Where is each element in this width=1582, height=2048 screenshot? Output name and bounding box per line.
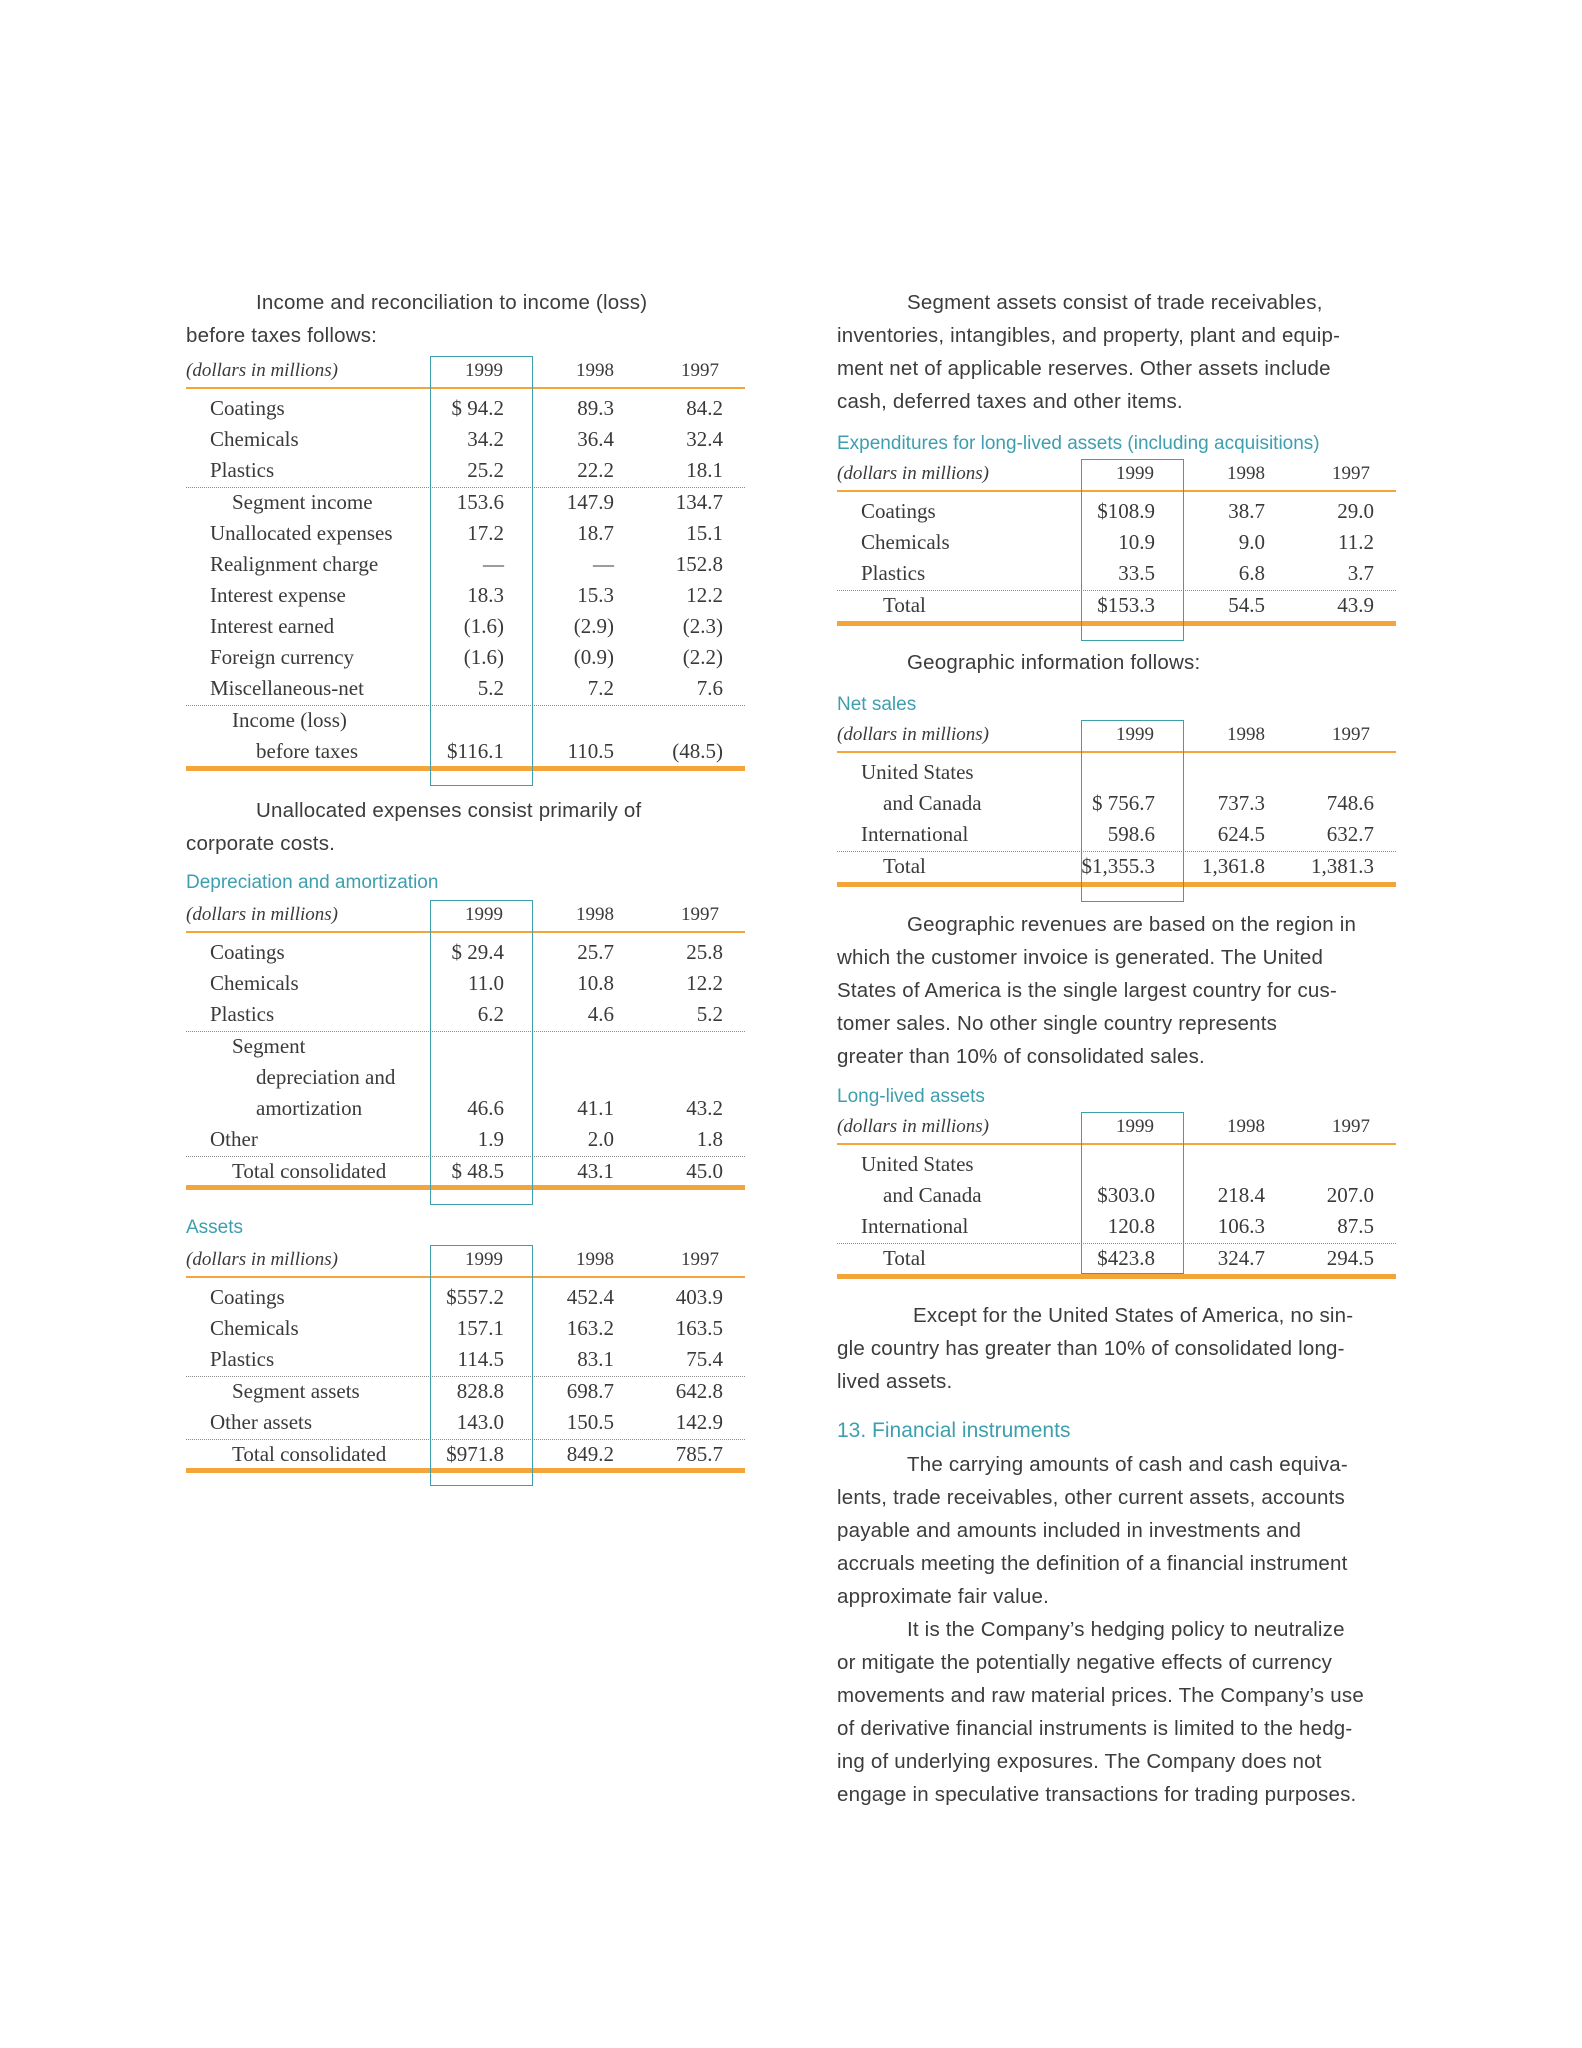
cell-value: 9.0: [1238, 530, 1265, 554]
segment-assets-para: [837, 286, 1396, 418]
cell-value: 324.7: [1217, 1246, 1265, 1270]
highlight-box: [1081, 459, 1184, 641]
year-header: 1997: [1332, 1116, 1370, 1137]
cell-value: $557.2: [446, 1285, 504, 1309]
cell-value: 2.0: [587, 1127, 614, 1151]
highlight-box: [1081, 720, 1184, 902]
text-line: ing of underlying exposures. The Company does not: [837, 1750, 1322, 1773]
cell-value: 163.2: [566, 1316, 614, 1340]
text-line: greater than 10% of consolidated sales.: [837, 1045, 1205, 1068]
assets-table: [186, 1245, 745, 1471]
cell-value: $303.0: [1097, 1183, 1155, 1207]
cell-value: (1.6): [463, 614, 504, 638]
row-label: Plastics: [210, 1002, 275, 1026]
cell-value: $108.9: [1097, 499, 1155, 523]
cell-value: 25.2: [467, 458, 504, 482]
cell-value: 4.6: [587, 1002, 614, 1026]
year-header: 1998: [1227, 463, 1265, 484]
row-label: Realignment charge: [210, 552, 379, 576]
cell-value: 29.0: [1337, 499, 1374, 523]
text-line: approximate fair value.: [837, 1585, 1049, 1608]
highlight-box: [430, 1245, 533, 1486]
cell-value: 25.8: [686, 940, 723, 964]
cell-value: 3.7: [1347, 561, 1374, 585]
cell-value: 153.6: [456, 490, 504, 514]
cell-value: $ 29.4: [451, 940, 504, 964]
text-line: States of America is the single largest country for cus-: [837, 979, 1337, 1002]
year-header: 1999: [465, 1249, 503, 1270]
unit-label: (dollars in millions): [186, 360, 339, 381]
cell-value: 11.2: [1338, 530, 1374, 554]
text-line: It is the Company’s hedging policy to neutralize: [907, 1618, 1345, 1641]
year-header: 1997: [681, 1249, 719, 1270]
row-label: Chemicals: [210, 1316, 299, 1340]
year-header: 1998: [576, 904, 614, 925]
row-label: depreciation and: [256, 1065, 396, 1089]
cell-value: 1,381.3: [1311, 854, 1374, 878]
cell-value: (2.3): [682, 614, 723, 638]
unit-label: (dollars in millions): [186, 904, 339, 925]
row-label: and Canada: [883, 1183, 982, 1207]
cell-value: 785.7: [675, 1442, 723, 1466]
income-table: [186, 356, 745, 768]
cell-value: 34.2: [467, 427, 504, 451]
text-line: inventories, intangibles, and property, plant and equip-: [837, 324, 1341, 347]
row-label: Segment income: [232, 490, 373, 514]
row-label: Total: [883, 1246, 926, 1270]
year-header: 1998: [576, 360, 614, 381]
cell-value: 15.3: [577, 583, 614, 607]
row-label: Chemicals: [210, 971, 299, 995]
depreciation-table: [186, 900, 745, 1188]
cell-value: $971.8: [446, 1442, 504, 1466]
row-label: International: [861, 1214, 969, 1238]
row-label: Other assets: [210, 1410, 313, 1434]
text-line: Segment assets consist of trade receivables,: [907, 291, 1323, 314]
cell-value: 43.1: [577, 1159, 614, 1183]
long-lived-assets-table: [837, 1112, 1396, 1275]
row-label: Unallocated expenses: [210, 521, 393, 545]
year-header: 1999: [1116, 1116, 1154, 1137]
section-title: 13. Financial instruments: [837, 1419, 1071, 1442]
cell-value: 150.5: [566, 1410, 614, 1434]
year-header: 1997: [681, 360, 719, 381]
cell-value: 12.2: [686, 971, 723, 995]
cell-value: 632.7: [1326, 822, 1374, 846]
row-label: United States: [861, 760, 974, 784]
cell-value: 5.2: [696, 1002, 723, 1026]
cell-value: 624.5: [1217, 822, 1265, 846]
cell-value: 46.6: [467, 1096, 504, 1120]
year-header: 1997: [681, 904, 719, 925]
text-line: Geographic information follows:: [907, 651, 1201, 674]
cell-value: 11.0: [468, 971, 504, 995]
except-para: [837, 1299, 1396, 1398]
cell-value: 114.5: [457, 1347, 504, 1371]
text-line: The carrying amounts of cash and cash equiva-: [907, 1453, 1348, 1476]
year-header: 1998: [1227, 1116, 1265, 1137]
text-line: Income and reconciliation to income (loss): [256, 291, 648, 314]
cell-value: 106.3: [1217, 1214, 1265, 1238]
cell-value: (2.9): [573, 614, 614, 638]
row-label: Miscellaneous-net: [210, 676, 364, 700]
text-line: ment net of applicable reserves. Other assets include: [837, 357, 1331, 380]
row-label: Total consolidated: [232, 1159, 387, 1183]
text-line: engage in speculative transactions for trading purposes.: [837, 1783, 1357, 1806]
text-line: tomer sales. No other single country represents: [837, 1012, 1278, 1035]
cell-value: 849.2: [566, 1442, 614, 1466]
row-label: before taxes: [256, 739, 359, 763]
row-label: Interest expense: [210, 583, 346, 607]
highlight-box: [1081, 1112, 1184, 1274]
text-line: before taxes follows:: [186, 324, 378, 347]
unit-label: (dollars in millions): [837, 724, 990, 745]
expenditures-table: [837, 459, 1396, 622]
cell-value: 32.4: [686, 427, 723, 451]
cell-value: 15.1: [686, 521, 723, 545]
cell-value: 89.3: [577, 396, 614, 420]
section-title: Net sales: [837, 694, 917, 715]
row-label: Coatings: [210, 940, 285, 964]
cell-value: 10.9: [1118, 530, 1155, 554]
unit-label: (dollars in millions): [837, 463, 990, 484]
cell-value: 5.2: [477, 676, 504, 700]
cell-value: 38.7: [1228, 499, 1265, 523]
cell-value: 45.0: [686, 1159, 723, 1183]
income-intro: [186, 286, 745, 352]
section-title: Long-lived assets: [837, 1086, 985, 1107]
cell-value: 18.7: [577, 521, 614, 545]
cell-value: 828.8: [456, 1379, 504, 1403]
cell-value: 147.9: [566, 490, 614, 514]
row-label: Total: [883, 854, 926, 878]
cell-value: 134.7: [675, 490, 723, 514]
text-line: payable and amounts included in investments and: [837, 1519, 1302, 1542]
text-line: which the customer invoice is generated. The United: [837, 946, 1324, 969]
cell-value: $ 756.7: [1092, 791, 1155, 815]
section-title: Assets: [186, 1217, 244, 1238]
hedging-policy-para: [837, 1613, 1396, 1811]
cell-value: 25.7: [577, 940, 614, 964]
text-line: Unallocated expenses consist primarily of: [256, 799, 642, 822]
cell-value: 43.9: [1337, 593, 1374, 617]
cell-value: 157.1: [456, 1316, 504, 1340]
text-line: lents, trade receivables, other current assets, accounts: [837, 1486, 1346, 1509]
row-label: Plastics: [210, 458, 275, 482]
financial-instruments-para: [837, 1448, 1396, 1613]
row-label: Chemicals: [210, 427, 299, 451]
cell-value: 12.2: [686, 583, 723, 607]
cell-value: 83.1: [577, 1347, 614, 1371]
cell-value: 152.8: [675, 552, 723, 576]
cell-value: $ 48.5: [451, 1159, 504, 1183]
row-label: Plastics: [210, 1347, 275, 1371]
cell-value: (2.2): [682, 645, 723, 669]
cell-value: 207.0: [1326, 1183, 1374, 1207]
cell-value: 18.1: [686, 458, 723, 482]
cell-value: 143.0: [456, 1410, 504, 1434]
cell-value: 75.4: [686, 1347, 723, 1371]
cell-value: 748.6: [1326, 791, 1374, 815]
cell-value: 43.2: [686, 1096, 723, 1120]
text-line: lived assets.: [837, 1370, 953, 1393]
text-line: of derivative financial instruments is limited to the hedg-: [837, 1717, 1353, 1740]
cell-value: 403.9: [675, 1285, 723, 1309]
text-line: gle country has greater than 10% of consolidated long-: [837, 1337, 1345, 1360]
row-label: Chemicals: [861, 530, 950, 554]
cell-value: 7.2: [587, 676, 614, 700]
row-label: Plastics: [861, 561, 926, 585]
cell-value: 17.2: [467, 521, 504, 545]
cell-value: $153.3: [1097, 593, 1155, 617]
row-label: Interest earned: [210, 614, 335, 638]
row-label: Coatings: [210, 1285, 285, 1309]
cell-value: 110.5: [567, 739, 614, 763]
cell-value: 87.5: [1337, 1214, 1374, 1238]
cell-value: 18.3: [467, 583, 504, 607]
cell-value: 6.2: [477, 1002, 504, 1026]
cell-value: (48.5): [672, 739, 723, 763]
highlight-box: [430, 356, 533, 786]
cell-value: 698.7: [566, 1379, 614, 1403]
year-header: 1997: [1332, 463, 1370, 484]
row-label: and Canada: [883, 791, 982, 815]
section-title: Depreciation and amortization: [186, 872, 439, 893]
text-line: Geographic revenues are based on the region in: [907, 913, 1357, 936]
row-label: Segment assets: [232, 1379, 360, 1403]
cell-value: (0.9): [573, 645, 614, 669]
cell-value: $1,355.3: [1081, 854, 1155, 878]
cell-value: $423.8: [1097, 1246, 1155, 1270]
text-line: or mitigate the potentially negative effects of currency: [837, 1651, 1333, 1674]
cell-value: 218.4: [1217, 1183, 1265, 1207]
text-line: accruals meeting the definition of a financial instrument: [837, 1552, 1348, 1575]
row-label: Coatings: [861, 499, 936, 523]
cell-value: 7.6: [696, 676, 723, 700]
table-rule: [837, 1274, 1396, 1279]
year-header: 1999: [1116, 463, 1154, 484]
cell-value: 1.8: [696, 1127, 723, 1151]
cell-value: 142.9: [675, 1410, 723, 1434]
cell-value: 294.5: [1326, 1246, 1374, 1270]
unallocated-note: [186, 794, 745, 860]
cell-value: $116.1: [447, 739, 504, 763]
cell-value: 598.6: [1107, 822, 1155, 846]
geo-intro: [837, 646, 1396, 679]
cell-value: $ 94.2: [451, 396, 504, 420]
row-label: United States: [861, 1152, 974, 1176]
cell-value: —: [593, 552, 614, 576]
cell-value: 452.4: [566, 1285, 614, 1309]
year-header: 1997: [1332, 724, 1370, 745]
unit-label: (dollars in millions): [837, 1116, 990, 1137]
geo-revenue-para: [837, 908, 1396, 1073]
year-header: 1998: [576, 1249, 614, 1270]
cell-value: 84.2: [686, 396, 723, 420]
cell-value: 36.4: [577, 427, 614, 451]
year-header: 1998: [1227, 724, 1265, 745]
row-label: Income (loss): [232, 708, 347, 732]
text-line: cash, deferred taxes and other items.: [837, 390, 1183, 413]
cell-value: —: [483, 552, 504, 576]
highlight-box: [430, 900, 533, 1205]
cell-value: 22.2: [577, 458, 614, 482]
year-header: 1999: [465, 360, 503, 381]
cell-value: 163.5: [675, 1316, 723, 1340]
cell-value: 1,361.8: [1202, 854, 1265, 878]
row-label: Other: [210, 1127, 258, 1151]
row-label: Foreign currency: [210, 645, 355, 669]
cell-value: (1.6): [463, 645, 504, 669]
cell-value: 737.3: [1217, 791, 1265, 815]
cell-value: 1.9: [477, 1127, 504, 1151]
text-line: Except for the United States of America, no sin-: [913, 1304, 1354, 1327]
unit-label: (dollars in millions): [186, 1249, 339, 1270]
cell-value: 33.5: [1118, 561, 1155, 585]
cell-value: 6.8: [1238, 561, 1265, 585]
row-label: Coatings: [210, 396, 285, 420]
cell-value: 642.8: [675, 1379, 723, 1403]
row-label: amortization: [256, 1096, 363, 1120]
cell-value: 41.1: [577, 1096, 614, 1120]
year-header: 1999: [1116, 724, 1154, 745]
row-label: Segment: [232, 1034, 306, 1058]
section-title: Expenditures for long-lived assets (including acquisitions): [837, 433, 1320, 454]
row-label: International: [861, 822, 969, 846]
text-line: movements and raw material prices. The Company’s use: [837, 1684, 1364, 1707]
text-line: corporate costs.: [186, 832, 336, 855]
row-label: Total: [883, 593, 926, 617]
cell-value: 54.5: [1228, 593, 1265, 617]
year-header: 1999: [465, 904, 503, 925]
row-label: Total consolidated: [232, 1442, 387, 1466]
cell-value: 120.8: [1107, 1214, 1155, 1238]
net-sales-table: [837, 720, 1396, 883]
cell-value: 10.8: [577, 971, 614, 995]
